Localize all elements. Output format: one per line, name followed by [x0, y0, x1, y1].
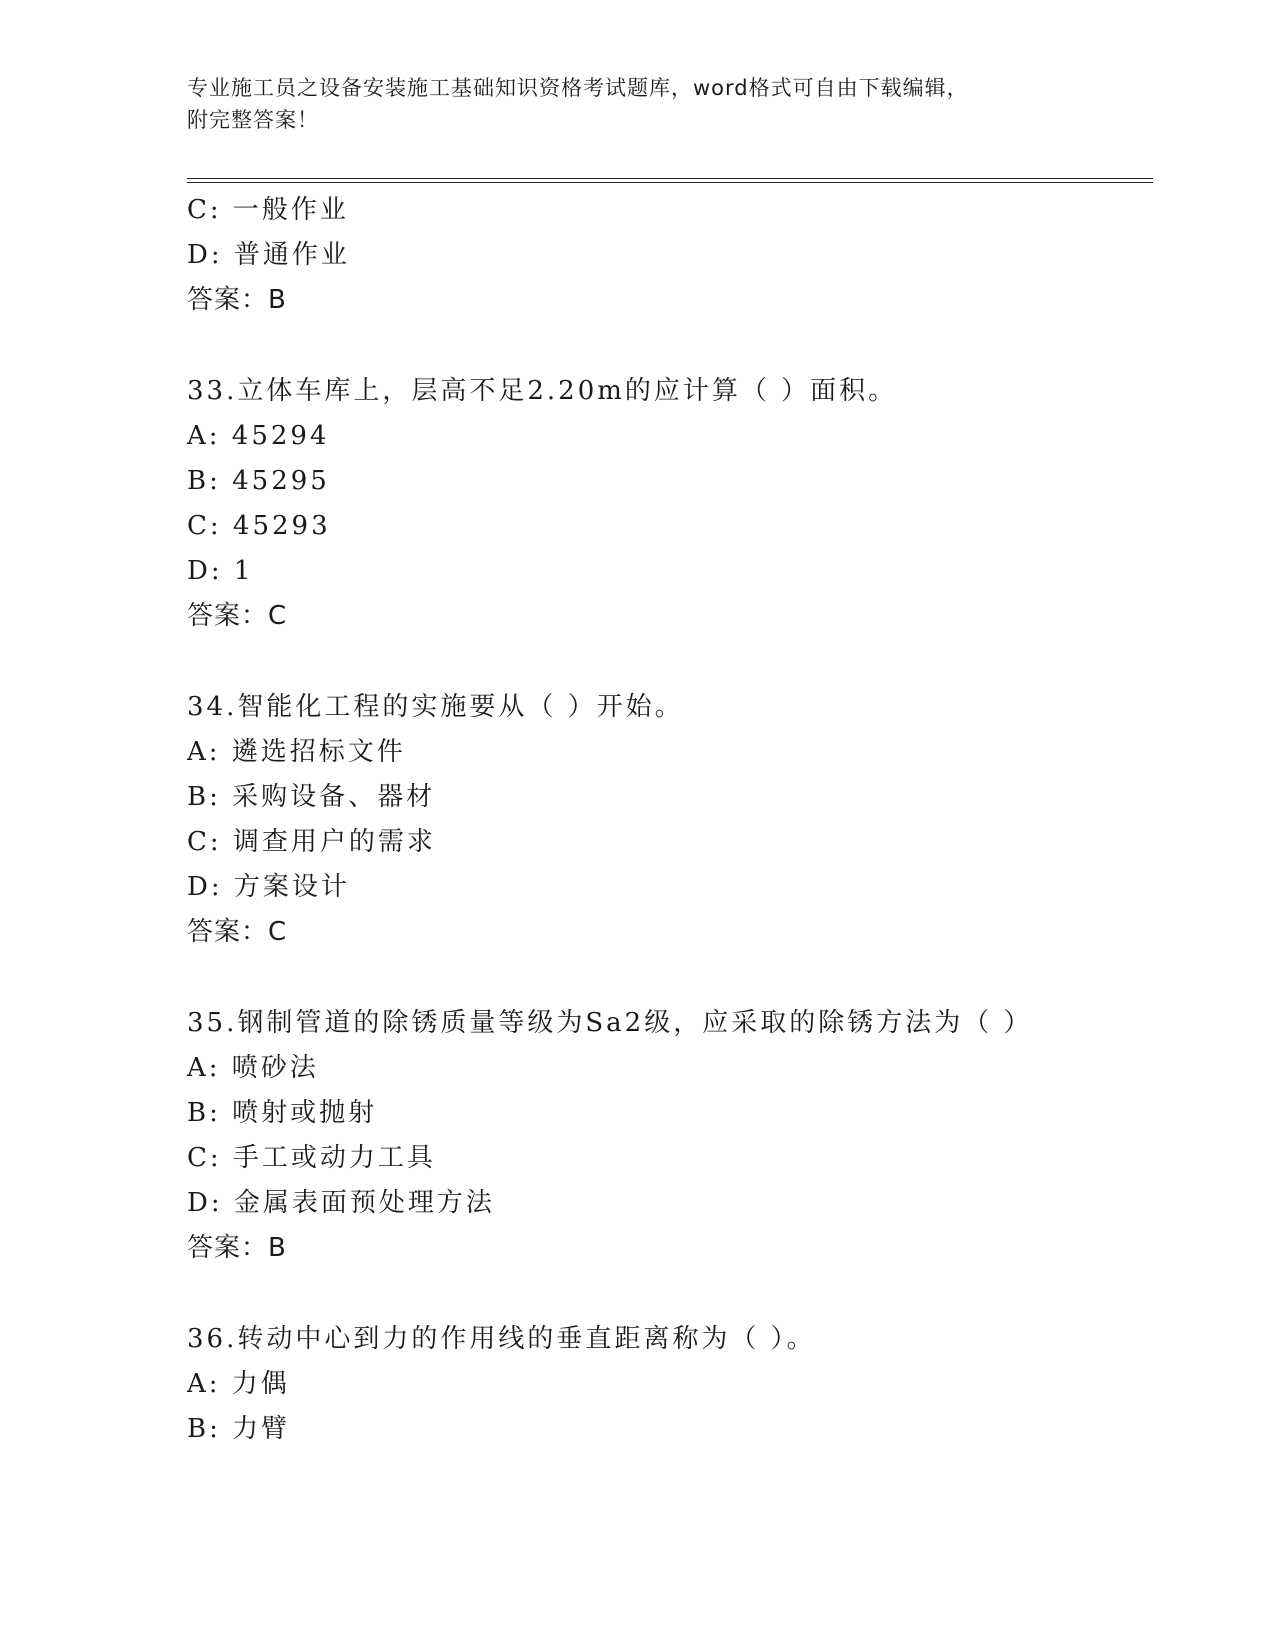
option-b: B: 45295	[187, 466, 330, 496]
answer: 答案：B	[187, 285, 287, 315]
question-33: 33.立体车库上，层高不足2.20m的应计算（ ）面积。	[187, 376, 898, 406]
document-header	[187, 72, 1067, 136]
question-36: 36.转动中心到力的作用线的垂直距离称为（ ）。	[187, 1324, 816, 1354]
option-c: C: 一般作业	[187, 195, 349, 225]
answer: 答案：C	[187, 601, 288, 631]
option-b: B: 采购设备、器材	[187, 782, 436, 812]
header-line-2: 附完整答案！	[187, 108, 319, 132]
option-d: D: 金属表面预处理方法	[187, 1188, 495, 1218]
header-line-1: 专业施工员之设备安装施工基础知识资格考试题库，word格式可自由下载编辑，	[187, 76, 969, 100]
option-b: B: 力臂	[187, 1414, 291, 1444]
option-a: A: 力偶	[187, 1369, 290, 1399]
option-c: C: 调查用户的需求	[187, 827, 436, 857]
question-35: 35.钢制管道的除锈质量等级为Sa2级，应采取的除锈方法为（ ）	[187, 1008, 1033, 1038]
option-a: A: 遴选招标文件	[187, 737, 406, 767]
header-rule-bottom	[187, 182, 1153, 183]
option-c: C: 45293	[187, 511, 331, 541]
option-a: A: 喷砂法	[187, 1053, 319, 1083]
option-b: B: 喷射或抛射	[187, 1098, 378, 1128]
answer: 答案：C	[187, 917, 288, 947]
option-d: D: 方案设计	[187, 872, 350, 902]
header-rule-top	[187, 178, 1153, 179]
option-c: C: 手工或动力工具	[187, 1143, 436, 1173]
option-a: A: 45294	[187, 421, 330, 451]
answer: 答案：B	[187, 1233, 287, 1263]
option-d: D: 普通作业	[187, 240, 350, 270]
question-34: 34.智能化工程的实施要从（ ）开始。	[187, 692, 684, 722]
option-d: D: 1	[187, 556, 254, 586]
